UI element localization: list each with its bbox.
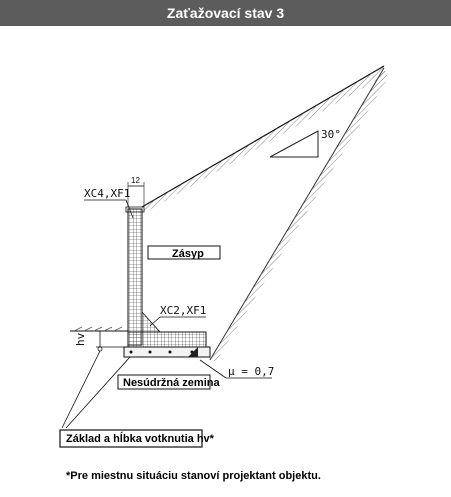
page-header — [0, 0, 451, 26]
slope-angle-label: 30° — [321, 128, 341, 141]
subsoil-label: Nesúdržná zemina — [123, 377, 220, 389]
base-slab — [128, 332, 206, 347]
excavation-hatch — [210, 68, 388, 362]
backfill-label: Zásyp — [172, 248, 204, 260]
wall-stem — [128, 209, 142, 345]
wall-thickness-label: 12 — [131, 176, 140, 185]
exposure-base-label: XC2,XF1 — [160, 304, 207, 317]
footnote: *Pre miestnu situáciu stanoví projektant objektu. — [66, 470, 321, 482]
embedment-label: hv — [74, 332, 87, 346]
exposure-top-label: XC4,XF1 — [84, 187, 131, 200]
header-title: Zaťažovací stav 3 — [166, 5, 285, 21]
friction-label: μ = 0,7 — [228, 365, 275, 378]
retaining-wall-diagram — [0, 26, 451, 470]
foundation-label: Základ a hĺbka votknutia hv* — [66, 433, 214, 445]
wall-haunch — [142, 312, 160, 332]
